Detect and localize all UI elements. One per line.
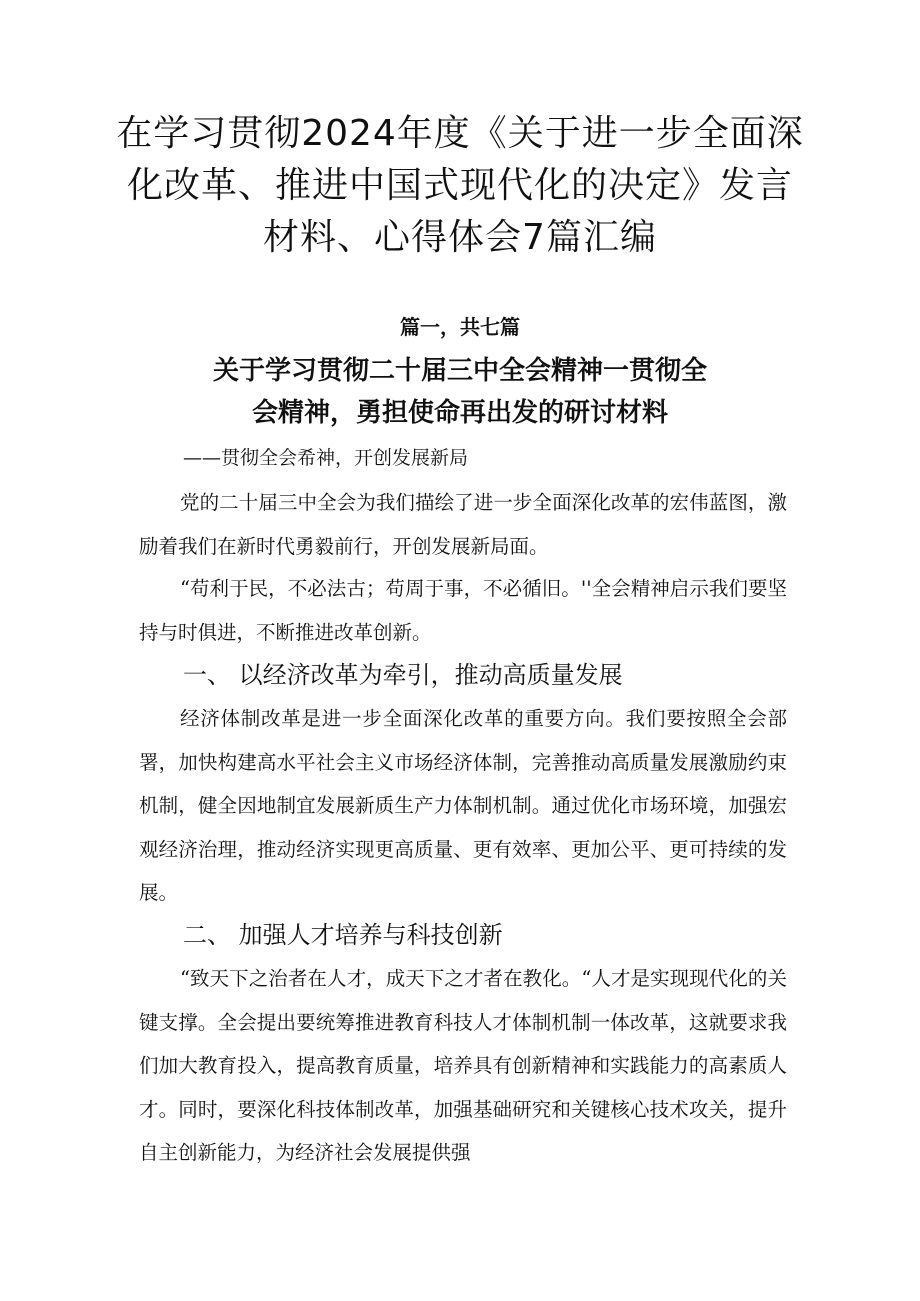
document-title <box>110 108 810 264</box>
title-line-1: 在学习贯彻2024年度《关于进一步全面深 <box>116 113 804 154</box>
article-title-line-1: 关于学习贯彻二十届三中全会精神一贯彻全 <box>212 356 707 386</box>
paragraph-2: “苟利于民，不必法古；苟周于事，不必循旧。''全会精神启示我们要坚持与时俱进，不断推进改革创新。 <box>139 577 787 644</box>
part-label: 篇一，共七篇 <box>400 315 520 339</box>
article-title <box>150 350 770 434</box>
title-line-2: 化改革、推进中国式现代化的决定》发言 <box>126 165 793 206</box>
section-heading-2: 二、 加强人才培养与科技创新 <box>183 921 503 949</box>
paragraph-3: 经济体制改革是进一步全面深化改革的重要方向。我们要按照全会部署，加快构建高水平社会主义市场经济体制，完善推动高质量发展激励约束机制，健全因地制宜发展新质生产力体制机制。通过优化市场环境，加强宏观经济治理，推动经济实现更高质量、更有效率、更加公平、更可持续的发展。 <box>139 707 787 904</box>
title-line-3: 材料、心得体会7篇汇编 <box>263 217 657 258</box>
paragraph-4: “致天下之治者在人才，成天下之才者在教化。“人才是实现现代化的关键支撑。全会提出要统筹推进教育科技人才体制机制一体改革，这就要求我们加大教育投入，提高教育质量，培养具有创新精神和实践能力的高素质人才。同时，要深化科技体制改革，加强基础研究和关键核心技术攻关，提升自主创新能力，为经济社会发展提供强 <box>139 967 787 1164</box>
article-subline: ——贯彻全会希神，开创发展新局 <box>183 447 469 469</box>
article-title-line-2: 会精神，勇担使命再出发的研讨材料 <box>251 398 668 428</box>
paragraph-1: 党的二十届三中全会为我们描绘了进一步全面深化改革的宏伟蓝图，激励着我们在新时代勇毅前行，开创发展新局面。 <box>139 491 787 558</box>
section-heading-1: 一、 以经济改革为牵引，推动高质量发展 <box>183 661 623 689</box>
